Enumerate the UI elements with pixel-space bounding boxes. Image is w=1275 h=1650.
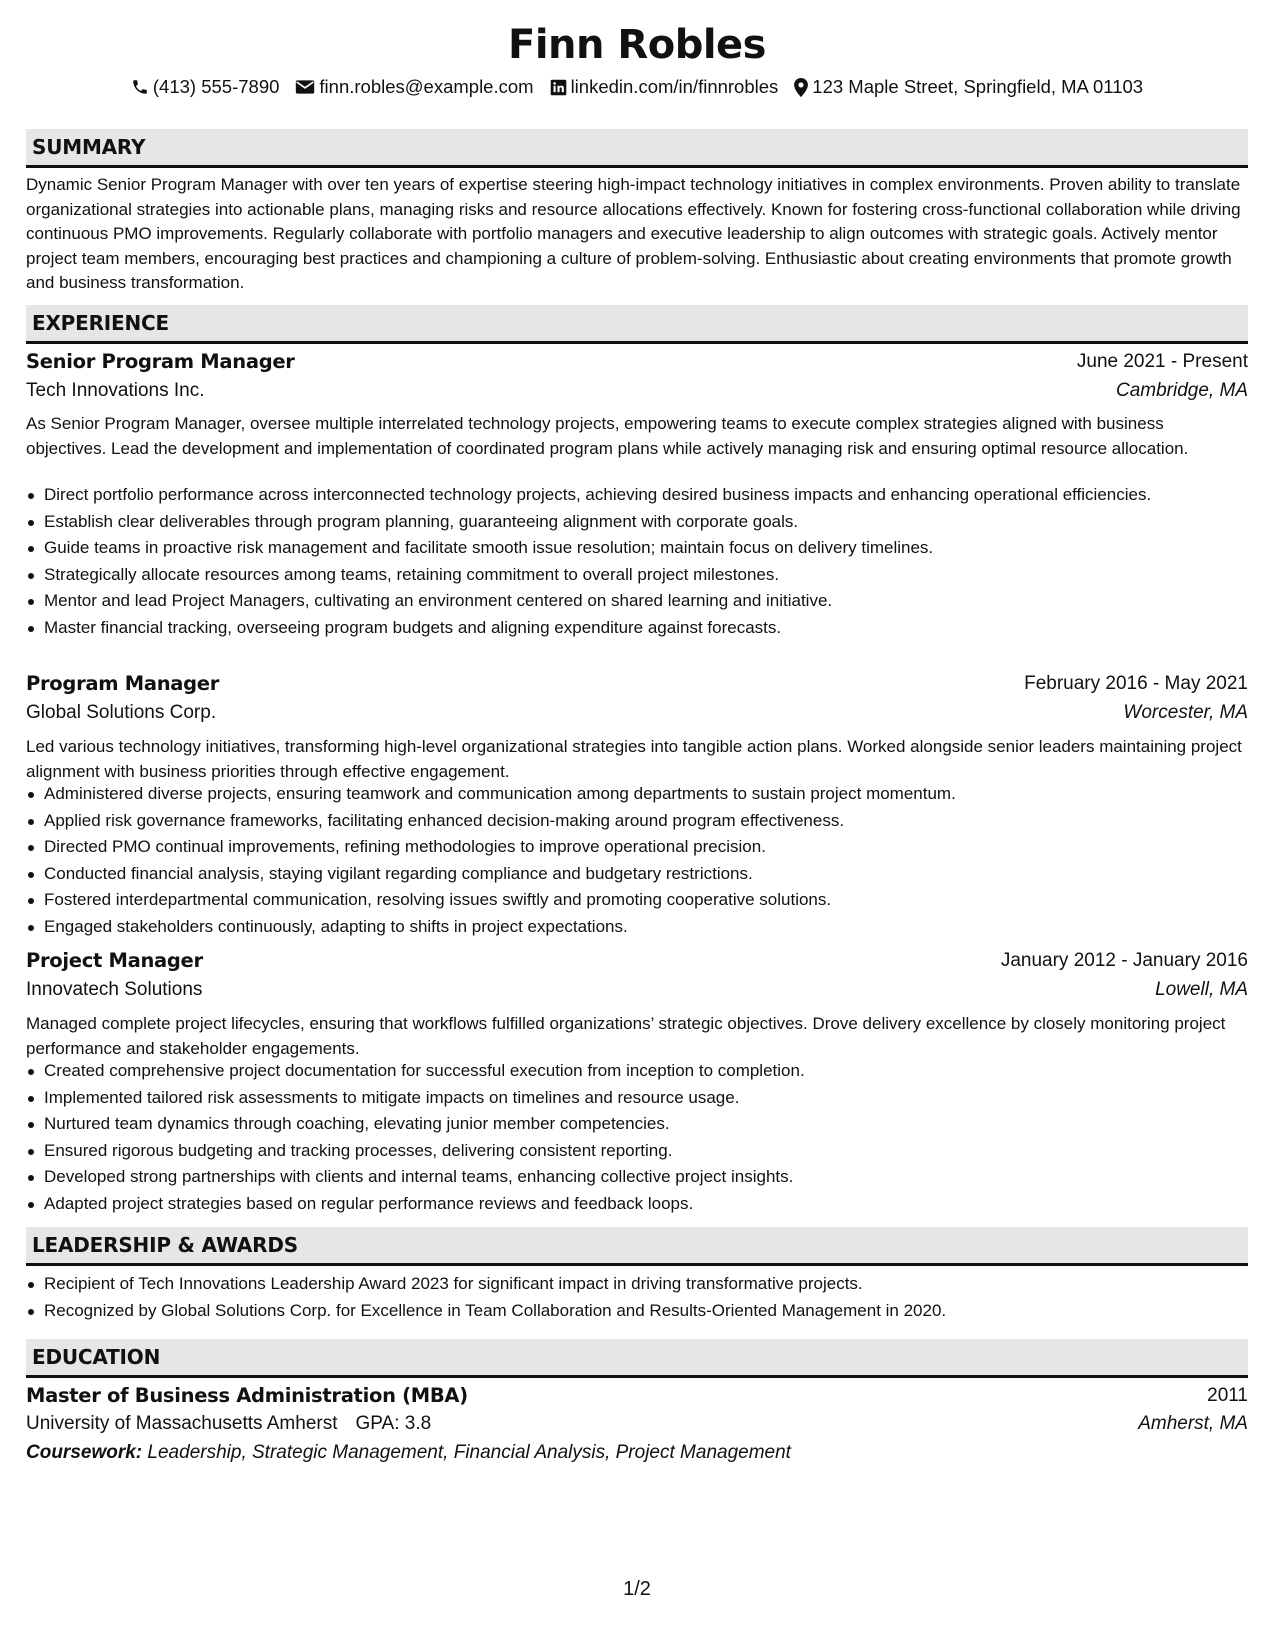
job-bullets [26, 1059, 1248, 1218]
list-item: Engaged stakeholders continuously, adapting to shifts in project expectations. [26, 915, 1248, 939]
job-bullets [26, 483, 1248, 642]
list-item: Developed strong partnerships with clients and internal teams, enhancing collective project insights. [26, 1165, 1248, 1189]
job-title: Project Manager [26, 949, 203, 972]
job-company: Tech Innovations Inc. [26, 380, 205, 401]
coursework-line [26, 1442, 791, 1464]
list-item: Master financial tracking, overseeing program budgets and aligning expenditure against forecasts. [26, 616, 1248, 640]
list-item: Applied risk governance frameworks, facilitating enhanced decision-making around program effectiveness. [26, 809, 1248, 833]
linkedin-text: linkedin.com/in/finnrobles [570, 76, 779, 97]
job-title: Program Manager [26, 672, 220, 695]
job-location: Cambridge, MA [1116, 380, 1248, 401]
address-text: 123 Maple Street, Springfield, MA 01103 [812, 76, 1144, 97]
contact-linkedin[interactable] [550, 76, 779, 98]
list-item: Nurtured team dynamics through coaching, elevating junior member competencies. [26, 1112, 1248, 1136]
list-item: Implemented tailored risk assessments to mitigate impacts on timelines and resource usage. [26, 1086, 1248, 1110]
job-location: Worcester, MA [1123, 702, 1248, 723]
list-item: Directed PMO continual improvements, refining methodologies to improve operational precision. [26, 835, 1248, 859]
list-item: Strategically allocate resources among teams, retaining commitment to overall project milestones. [26, 563, 1248, 587]
page-number: 1/2 [623, 1578, 651, 1600]
job-description: Managed complete project lifecycles, ensuring that workflows fulfilled organizations’ strategic objectives. Drove delivery excellence by closely monitoring project performance and stakeholder engagements. [26, 1014, 1226, 1058]
map-pin-icon [794, 78, 808, 97]
job-description: As Senior Program Manager, oversee multiple interrelated technology projects, empowering teams to execute complex strategies aligned with business objectives. Lead the development and implementation of coordinated program plans while actively managing risk and ensuring optimal resource allocation. [26, 414, 1189, 458]
job-company: Innovatech Solutions [26, 979, 203, 1000]
leadership-bullets [26, 1272, 1248, 1325]
job-title: Senior Program Manager [26, 350, 295, 373]
coursework-label: Coursework: [26, 1442, 143, 1463]
school-name: University of Massachusetts Amherst [26, 1413, 338, 1434]
candidate-name: Finn Robles [508, 22, 766, 68]
linkedin-icon [550, 79, 567, 96]
summary-heading: SUMMARY [26, 129, 1248, 168]
contact-address [794, 76, 1143, 98]
job-dates: February 2016 - May 2021 [1024, 673, 1248, 694]
list-item: Administered diverse projects, ensuring teamwork and communication among departments to sustain project momentum. [26, 782, 1248, 806]
leadership-heading: LEADERSHIP & AWARDS [26, 1227, 1248, 1266]
list-item: Establish clear deliverables through program planning, guaranteeing alignment with corporate goals. [26, 510, 1248, 534]
school-line [26, 1413, 431, 1435]
list-item: Ensured rigorous budgeting and tracking processes, delivering consistent reporting. [26, 1139, 1248, 1163]
phone-text: (413) 555-7890 [152, 76, 280, 97]
gpa: GPA: 3.8 [355, 1413, 432, 1434]
contact-phone[interactable] [131, 76, 280, 98]
phone-icon [131, 78, 149, 96]
list-item: Conducted financial analysis, staying vigilant regarding compliance and budgetary restrictions. [26, 862, 1248, 886]
list-item: Adapted project strategies based on regular performance reviews and feedback loops. [26, 1192, 1248, 1216]
contact-email[interactable] [295, 76, 533, 98]
degree-title: Master of Business Administration (MBA) [26, 1384, 468, 1407]
summary-text: Dynamic Senior Program Manager with over ten years of expertise steering high-impact technology initiatives in complex environments. Proven ability to translate organizational strategies into actionable plans, managing risks and resource allocations effectively. Known for fostering cross-functional collaboration while driving continuous PMO improvements. Regularly collaborate with portfolio managers and executive leadership to align outcomes with strategic goals. Actively mentor project team members, encouraging best practices and championing a culture of problem-solving. Enthusiastic about creating environments that promote growth and business transformation. [26, 175, 1241, 293]
email-text: finn.robles@example.com [319, 76, 534, 97]
contact-bar [26, 76, 1248, 98]
coursework-list: Leadership, Strategic Management, Financial Analysis, Project Management [147, 1442, 791, 1463]
degree-year: 2011 [1207, 1385, 1248, 1406]
job-dates: January 2012 - January 2016 [1000, 950, 1248, 971]
job-location: Lowell, MA [1155, 979, 1248, 1000]
list-item: Recipient of Tech Innovations Leadership Award 2023 for significant impact in driving transformative projects. [26, 1272, 1248, 1296]
list-item: Guide teams in proactive risk management and facilitate smooth issue resolution; maintain focus on delivery timelines. [26, 536, 1248, 560]
school-location: Amherst, MA [1138, 1413, 1248, 1434]
job-company: Global Solutions Corp. [26, 702, 217, 723]
list-item: Fostered interdepartmental communication, resolving issues swiftly and promoting cooperative solutions. [26, 888, 1248, 912]
job-description: Led various technology initiatives, transforming high-level organizational strategies into tangible action plans. Worked alongside senior leaders maintaining project alignment with business priorities through effective engagement. [26, 737, 1242, 781]
list-item: Created comprehensive project documentation for successful execution from inception to completion. [26, 1059, 1248, 1083]
experience-heading: EXPERIENCE [26, 305, 1248, 344]
education-heading: EDUCATION [26, 1339, 1248, 1378]
job-dates: June 2021 - Present [1076, 351, 1248, 372]
list-item: Direct portfolio performance across interconnected technology projects, achieving desired business impacts and enhancing operational efficiencies. [26, 483, 1248, 507]
list-item: Recognized by Global Solutions Corp. for Excellence in Team Collaboration and Results-Oriented Management in 2020. [26, 1299, 1248, 1323]
resume-page [26, 0, 1248, 1650]
envelope-icon [295, 79, 315, 95]
job-bullets [26, 782, 1248, 941]
list-item: Mentor and lead Project Managers, cultivating an environment centered on shared learning and initiative. [26, 589, 1248, 613]
